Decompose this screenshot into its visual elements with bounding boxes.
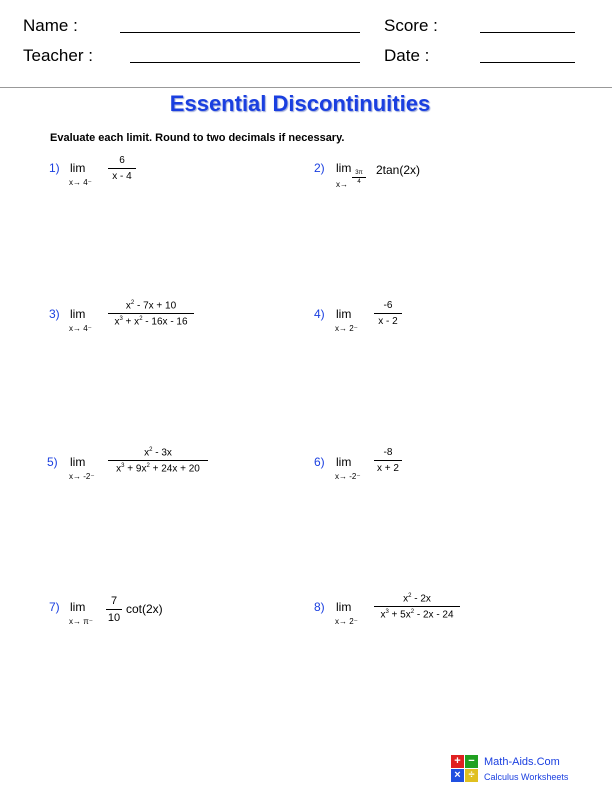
- page-title: Essential Discontinuities: [169, 91, 431, 116]
- score-field[interactable]: [480, 32, 575, 33]
- divide-icon: ÷: [465, 769, 478, 782]
- problem-number: 7): [49, 600, 60, 614]
- fraction: [108, 447, 208, 475]
- numerator: $x^2 - 3x$: [144, 447, 172, 459]
- fraction: [106, 595, 122, 624]
- denominator: $x^3 + x^2 - 16x - 16$: [114, 316, 188, 328]
- numerator: $x^2 - 7x + 10$: [125, 300, 177, 312]
- numerator: -6: [383, 300, 393, 311]
- date-field[interactable]: [480, 62, 575, 63]
- lim-approach: x→ 4⁻: [69, 324, 92, 333]
- header-divider: [0, 87, 612, 88]
- lim-approach: x→ -2⁻: [69, 472, 95, 481]
- denominator: x + 2: [377, 463, 399, 474]
- problem-number: 1): [49, 161, 60, 175]
- fraction: [374, 447, 402, 474]
- approach-fraction: [352, 170, 366, 185]
- lim-approach: x→ 2⁻: [335, 324, 358, 333]
- numerator: -8: [383, 447, 393, 458]
- times-icon: ×: [451, 769, 464, 782]
- approach-denominator: 4: [357, 179, 361, 185]
- lim-text: lim: [70, 307, 86, 321]
- numerator: $x^2 - 2x$: [403, 593, 431, 605]
- lim-text: lim: [70, 600, 86, 614]
- lim-text: lim: [336, 161, 352, 175]
- lim-text: lim: [336, 307, 352, 321]
- lim-approach: x→ -2⁻: [335, 472, 361, 481]
- brand-subtitle: Calculus Worksheets: [484, 772, 569, 782]
- math-aids-logo-icon: [451, 755, 479, 783]
- lim-approach: x→ 4⁻: [69, 178, 92, 187]
- lim-text: lim: [70, 161, 86, 175]
- lim-text: lim: [336, 600, 352, 614]
- instructions: Evaluate each limit. Round to two decimals if necessary.: [50, 132, 345, 144]
- numerator: 6: [119, 155, 125, 166]
- name-field[interactable]: [120, 32, 360, 33]
- denominator: $x^3 + 5x^2 - 2x - 24$: [380, 609, 454, 621]
- teacher-field[interactable]: [130, 62, 360, 63]
- name-label: Name :: [23, 16, 78, 35]
- lim-approach: x→ π⁻: [69, 617, 93, 626]
- denominator: x - 4: [112, 171, 132, 182]
- function-expression: cot(2x): [126, 602, 163, 616]
- fraction: [108, 155, 136, 182]
- teacher-label: Teacher :: [23, 46, 93, 65]
- problem-number: 5): [47, 455, 58, 469]
- problem-number: 2): [314, 161, 325, 175]
- approach-numerator: 3π: [355, 170, 363, 176]
- denominator: x - 2: [378, 316, 398, 327]
- denominator: $x^3 + 9x^2 + 24x + 20$: [116, 463, 200, 475]
- date-label: Date :: [384, 46, 430, 65]
- minus-icon: −: [465, 755, 478, 768]
- plus-icon: +: [451, 755, 464, 768]
- fraction: [374, 593, 460, 621]
- problem-number: 8): [314, 600, 325, 614]
- brand-name[interactable]: Math-Aids.Com: [484, 756, 560, 768]
- numerator: 7: [110, 595, 118, 607]
- lim-text: lim: [336, 455, 352, 469]
- problem-number: 3): [49, 307, 60, 321]
- function-expression: 2tan(2x): [376, 163, 421, 177]
- problem-number: 4): [314, 307, 325, 321]
- fraction: [374, 300, 402, 327]
- lim-text: lim: [70, 455, 86, 469]
- fraction: [108, 300, 194, 328]
- lim-approach: x→ 2⁻: [335, 617, 358, 626]
- denominator: 10: [107, 612, 121, 624]
- score-label: Score :: [384, 16, 438, 35]
- lim-approach: x→: [336, 180, 348, 189]
- problem-number: 6): [314, 455, 325, 469]
